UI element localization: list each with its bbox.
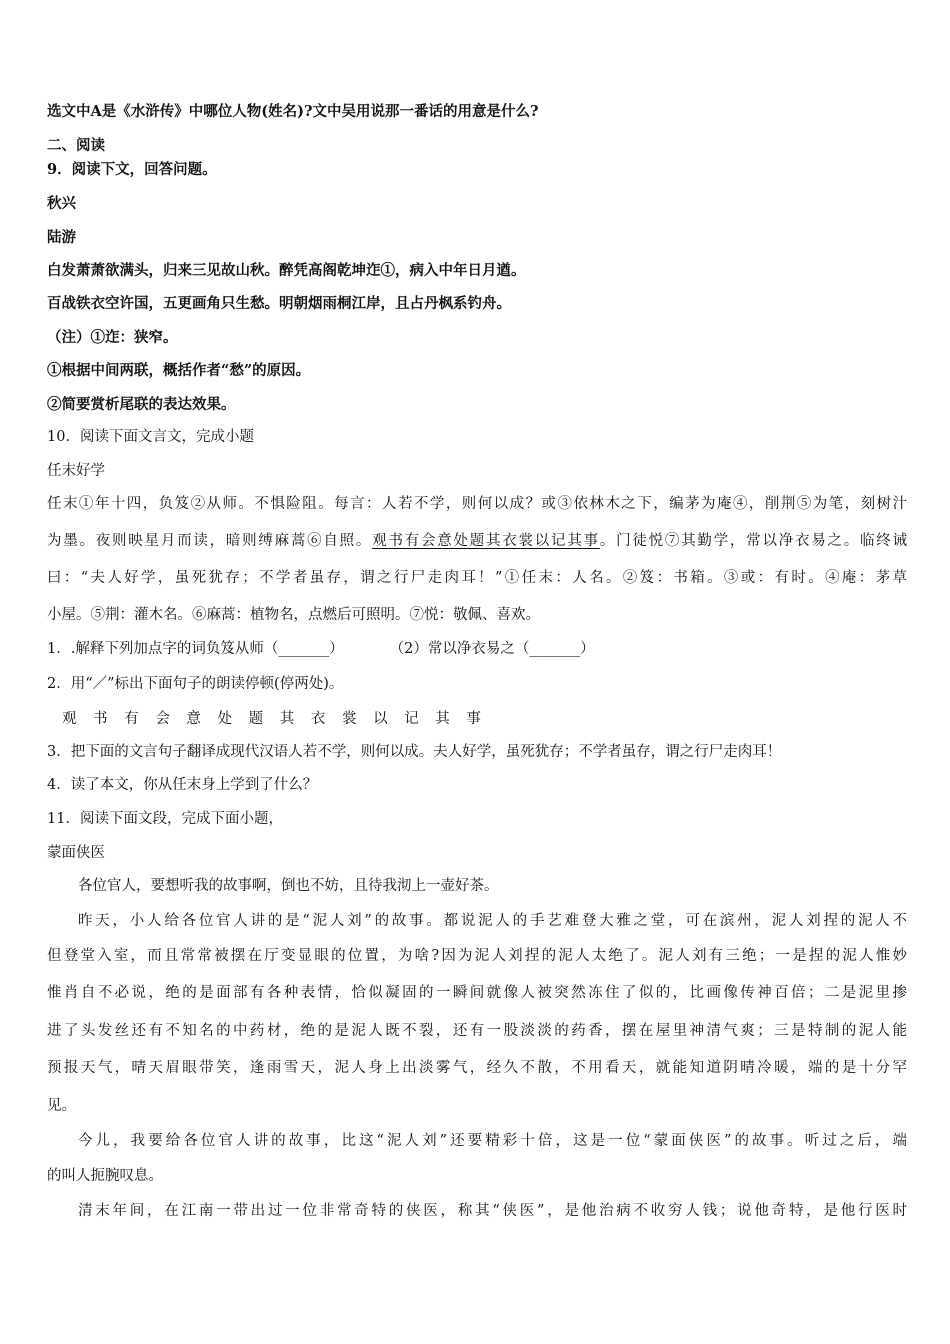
story-paragraph: 各位官人，要想听我的故事啊，倒也不妨，且待我沏上一壶好茶。 bbox=[78, 878, 499, 894]
passage-text: 。门徒悦⑦其勤学，常以净衣易之。临终诫 bbox=[599, 533, 908, 549]
story-line: 昨天，小人给各位官人讲的是“泥人刘”的故事。都说泥人的手艺难登大雅之堂，可在滨州，泥人刘捏的泥人不 bbox=[78, 913, 907, 929]
story-line: 的叫人扼腕叹息。 bbox=[47, 1168, 163, 1184]
poem-note: （注）①迮：狭窄。 bbox=[47, 329, 178, 346]
passage-title: 任末好学 bbox=[47, 463, 105, 479]
question-9-prompt: 9．阅读下文，回答问题。 bbox=[47, 161, 217, 178]
passage-text: 为墨。夜则映星月而读，暗则缚麻蒿⑥自照。 bbox=[47, 533, 373, 549]
question-10-prompt: 10．阅读下面文言文，完成小题 bbox=[47, 429, 254, 445]
story-line: 但登堂入室，而且常常被摆在厅变显眼的位置，为啥?因为泥人刘捏的泥人太绝了。泥人刘有三绝；一是捏的泥人惟妙 bbox=[47, 948, 907, 964]
poem-author: 陆游 bbox=[47, 229, 76, 246]
question-9-sub-1: ①根据中间两联，概括作者“愁”的原因。 bbox=[47, 362, 311, 379]
story-line: 见。 bbox=[47, 1098, 76, 1114]
passage-line: 小屋。⑤荆：灌木名。⑥麻蒿：植物名，点燃后可照明。⑦悦：敬佩、喜欢。 bbox=[47, 607, 540, 623]
poem-line: 白发萧萧欲满头，归来三见故山秋。醉凭高阁乾坤迮①，病入中年日月遒。 bbox=[47, 262, 526, 279]
poem-title: 秋兴 bbox=[47, 195, 76, 212]
section-heading: 二、阅读 bbox=[47, 137, 105, 154]
question-10-item-4: 4．读了本文，你从任末身上学到了什么？ bbox=[47, 777, 318, 793]
question-9-sub-2: ②简要赏析尾联的表达效果。 bbox=[47, 396, 236, 413]
story-line: 清末年间，在江南一带出过一位非常奇特的侠医，称其“侠医”，是他治病不收穷人钱；说他奇特，是他行医时 bbox=[78, 1203, 907, 1219]
question-10-item-3: 3．把下面的文言句子翻译成现代汉语人若不学，则何以成。夫人好学，虽死犹存；不学者虽存，谓之行尸走肉耳！ bbox=[47, 744, 782, 760]
poem-line: 百战铁衣空许国，五更画角只生愁。明朝烟雨桐江岸，且占丹枫系钓舟。 bbox=[47, 295, 511, 312]
story-title: 蒙面侠医 bbox=[47, 845, 105, 861]
question-8-tail: 选文中A是《水浒传》中哪位人物(姓名)?文中吴用说那一番话的用意是什么? bbox=[47, 103, 539, 120]
story-line: 预报天气，晴天眉眼带笑，逢雨雪天，泥人身上出淡雾气，经久不散，不用看天，就能知道阴晴冷暖，端的是十分罕 bbox=[47, 1060, 907, 1076]
story-line: 今儿，我要给各位官人讲的故事，比这“泥人刘”还要精彩十倍，这是一位“蒙面侠医”的故事。听过之后，端 bbox=[78, 1133, 907, 1149]
passage-line bbox=[47, 531, 907, 551]
underlined-sentence: 观书有会意处题其衣裳以记其事 bbox=[372, 533, 600, 549]
question-11-prompt: 11．阅读下面文段，完成下面小题， bbox=[47, 811, 283, 827]
pause-sentence: 观 书 有 会 意 处 题 其 衣 裳 以 记 其 事 bbox=[62, 711, 487, 727]
question-10-item-2: 2．用“／”标出下面句子的朗读停顿(停两处)。 bbox=[47, 676, 344, 692]
question-10-item-1: 1．.解释下列加点字的词负笈从师（_______） （2）常以净衣易之（_______） bbox=[47, 641, 595, 657]
story-line: 惟肖自不必说，绝的是面部有各种表情，恰似凝固的一瞬间就像人被突然冻住了似的，比画像传神百倍；二是泥里掺 bbox=[47, 985, 907, 1001]
passage-line: 曰：“夫人好学，虽死犹存；不学者虽存，谓之行尸走肉耳！”①任末：人名。②笈：书箱。③或：有时。④庵：茅草 bbox=[47, 570, 907, 586]
story-line: 进了头发丝还有不知名的中药材，绝的是泥人既不裂，还有一股淡淡的药香，摆在屋里神清气爽；三是特制的泥人能 bbox=[47, 1023, 907, 1039]
passage-line: 任末①年十四，负笈②从师。不惧险阻。每言：人若不学，则何以成？或③依林木之下，编茅为庵④，削荆⑤为笔，刻树汁 bbox=[47, 496, 907, 512]
